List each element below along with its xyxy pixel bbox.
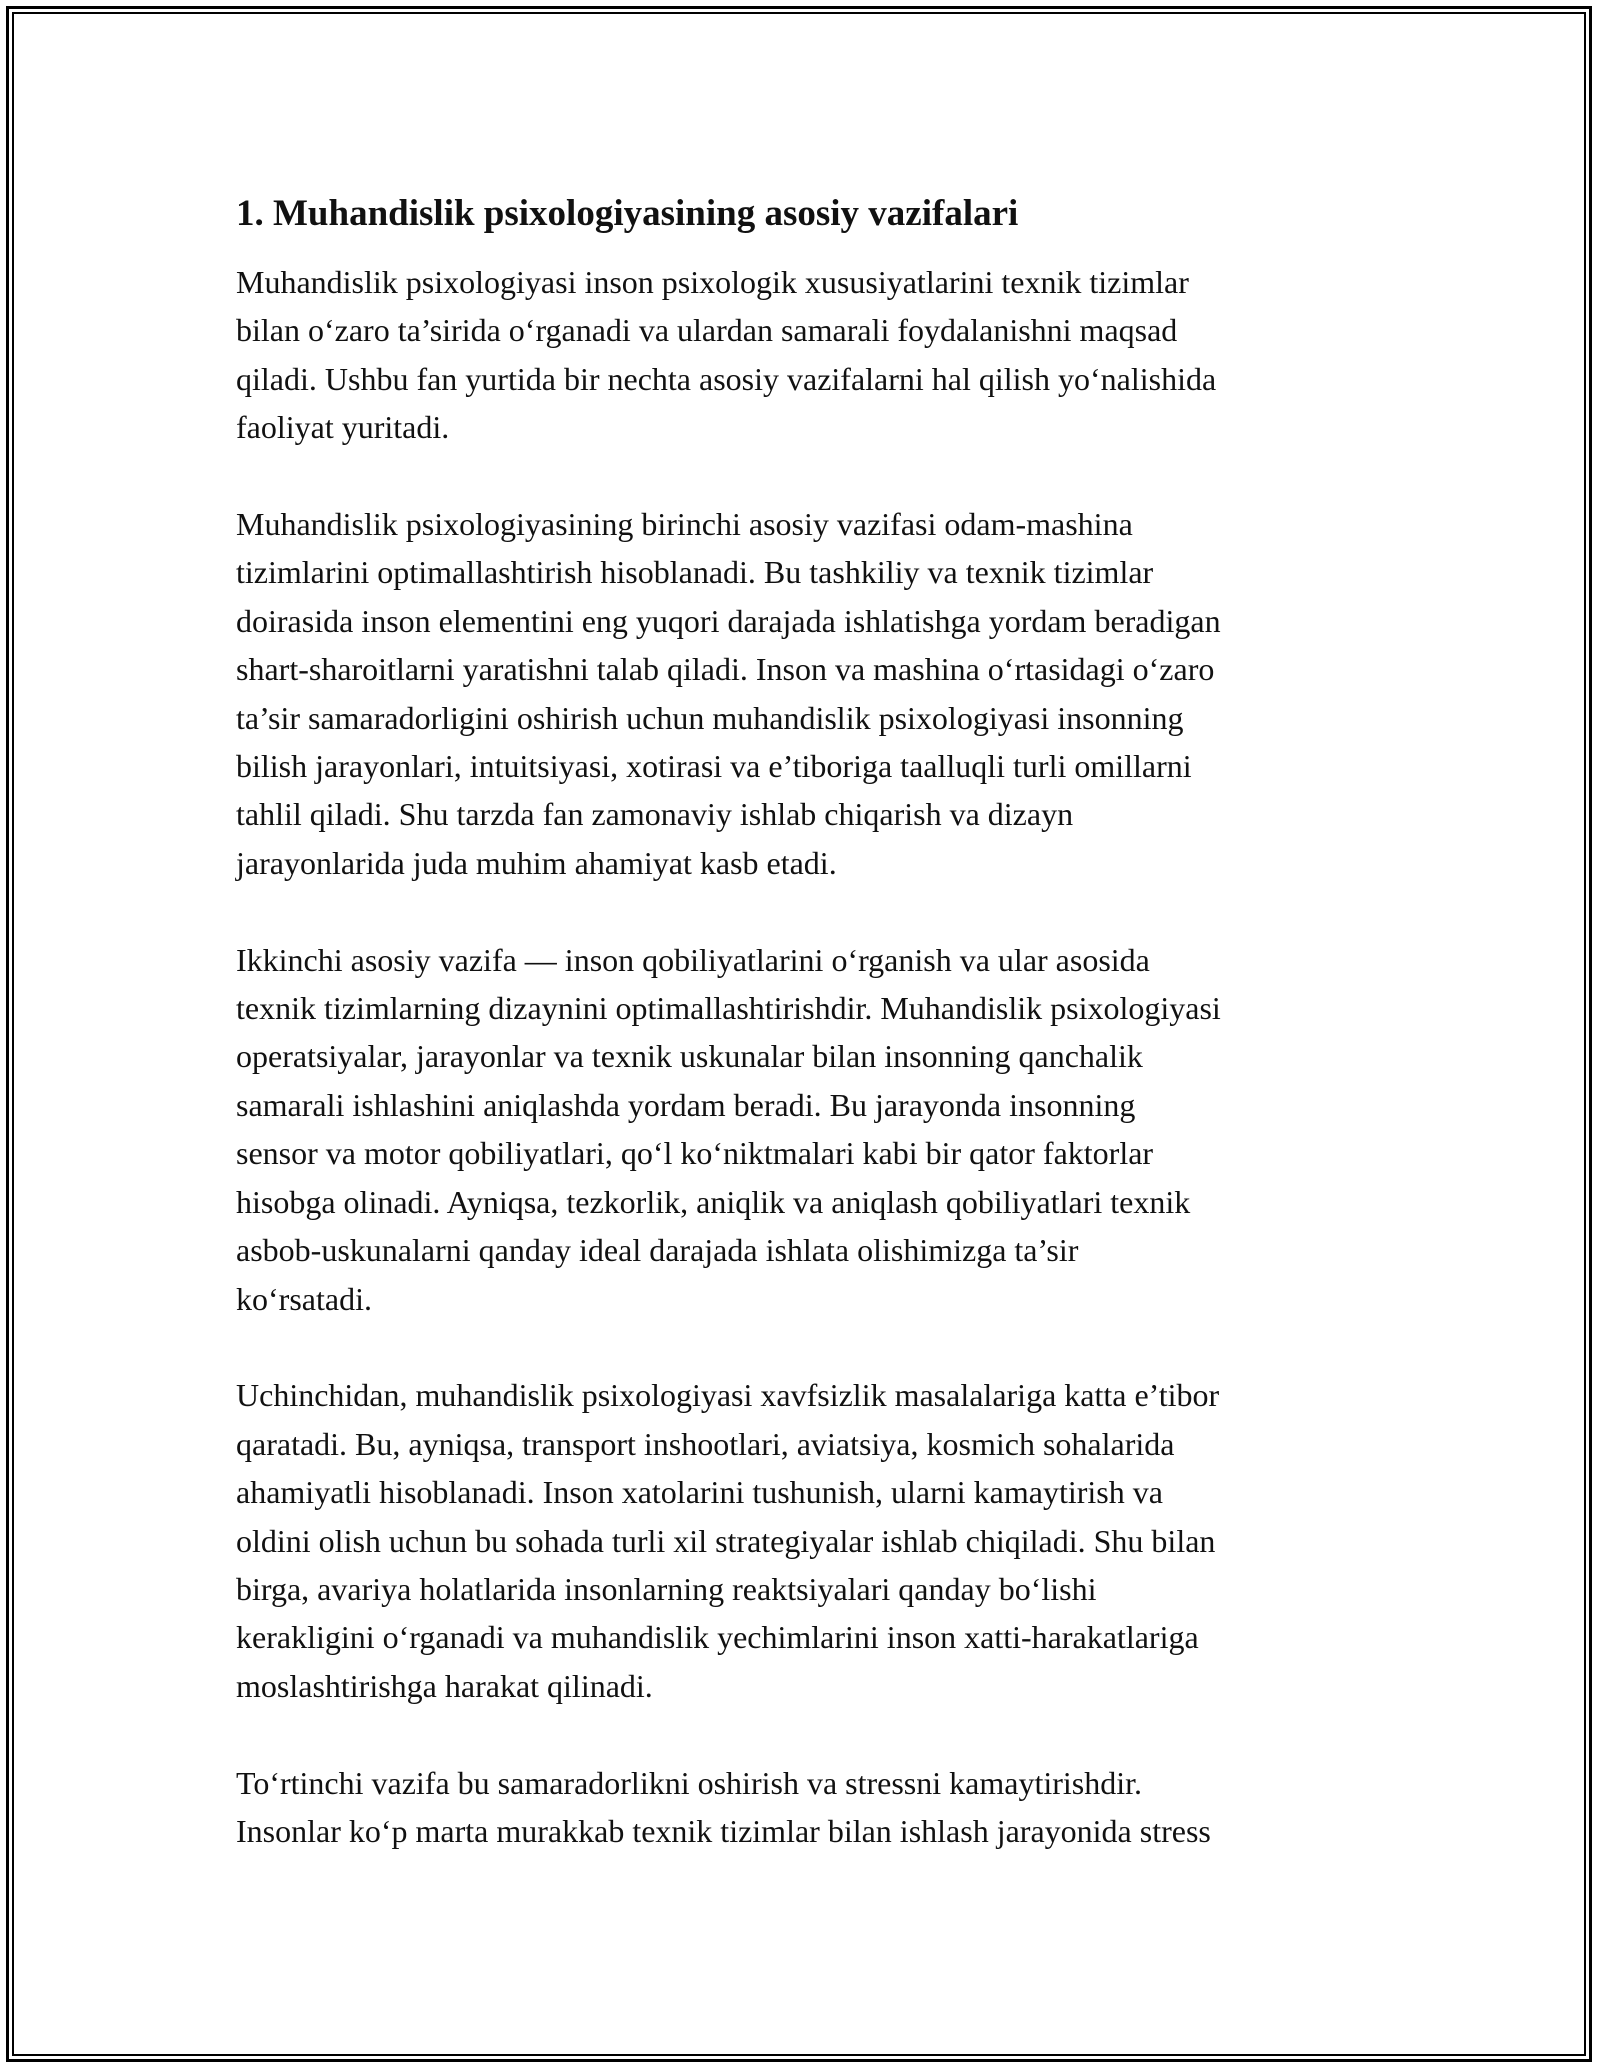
paragraph: [236, 936, 1386, 1323]
document-body: [236, 180, 1386, 1855]
text-line: shart-sharoitlarni yaratishni talab qiladi. Inson va mashina o‘rtasidagi o‘zaro: [236, 651, 1215, 688]
text-line: bilan o‘zaro ta’sirida o‘rganadi va ulardan samarali foydalanishni maqsad: [236, 312, 1178, 349]
text-line: faoliyat yuritadi.: [236, 409, 450, 446]
text-line: ahamiyatli hisoblanadi. Inson xatolarini tushunish, ularni kamaytirish va: [236, 1474, 1163, 1511]
text-line: tahlil qiladi. Shu tarzda fan zamonaviy ishlab chiqarish va dizayn: [236, 796, 1074, 833]
text-line: Ikkinchi asosiy vazifa — inson qobiliyatlarini o‘rganish va ular asosida: [236, 941, 1150, 978]
text-line: Muhandislik psixologiyasining birinchi asosiy vazifasi odam-mashina: [236, 506, 1133, 543]
text-line: ko‘rsatadi.: [236, 1280, 372, 1317]
text-line: texnik tizimlarning dizaynini optimallashtirishdir. Muhandislik psixologiyasi: [236, 990, 1221, 1027]
text-line: birga, avariya holatlarida insonlarning reaktsiyalari qanday bo‘lishi: [236, 1570, 1097, 1607]
paragraph-spacer: [236, 1323, 1386, 1371]
text-line: Insonlar ko‘p marta murakkab texnik tizimlar bilan ishlash jarayonida stress: [236, 1812, 1211, 1849]
text-line: ta’sir samaradorligini oshirish uchun muhandislik psixologiyasi insonning: [236, 699, 1184, 736]
paragraph: [236, 258, 1386, 452]
paragraphs-container: [236, 258, 1386, 1855]
text-line: oldini olish uchun bu sohada turli xil strategiyalar ishlab chiqiladi. Shu bilan: [236, 1522, 1216, 1559]
text-line: Muhandislik psixologiyasi inson psixologik xususiyatlarini texnik tizimlar: [236, 264, 1189, 300]
paragraph-spacer: [236, 887, 1386, 935]
text-line: kerakligini o‘rganadi va muhandislik yechimlarini inson xatti-harakatlariga: [236, 1619, 1199, 1656]
paragraph-spacer: [236, 1710, 1386, 1758]
text-line: Uchinchidan, muhandislik psixologiyasi xavfsizlik masalalariga katta e’tibor: [236, 1377, 1220, 1414]
text-line: qiladi. Ushbu fan yurtida bir nechta asosiy vazifalarni hal qilish yo‘nalishida: [236, 360, 1217, 397]
text-line: samarali ishlashini aniqlashda yordam beradi. Bu jarayonda insonning: [236, 1086, 1136, 1123]
paragraph-spacer: [236, 452, 1386, 500]
text-line: sensor va motor qobiliyatlari, qo‘l ko‘niktmalari kabi bir qator faktorlar: [236, 1135, 1154, 1172]
paragraph: [236, 1759, 1386, 1856]
text-line: qaratadi. Bu, ayniqsa, transport inshootlari, aviatsiya, kosmich sohalarida: [236, 1425, 1175, 1462]
text-line: moslashtirishga harakat qilinadi.: [236, 1667, 653, 1704]
paragraph: [236, 1371, 1386, 1710]
text-line: asbob-uskunalarni qanday ideal darajada ishlata olishimizga ta’sir: [236, 1232, 1079, 1269]
text-line: To‘rtinchi vazifa bu samaradorlikni oshirish va stressni kamaytirishdir.: [236, 1764, 1142, 1801]
paragraph: [236, 500, 1386, 887]
text-line: doirasida inson elementini eng yuqori darajada ishlatishga yordam beradigan: [236, 602, 1221, 639]
text-line: operatsiyalar, jarayonlar va texnik uskunalar bilan insonning qanchalik: [236, 1038, 1143, 1075]
text-line: bilish jarayonlari, intuitsiyasi, xotirasi va e’tiboriga taalluqli turli omillarni: [236, 748, 1192, 785]
section-title: 1. Muhandislik psixologiyasining asosiy vazifalari: [236, 193, 1019, 234]
text-line: tizimlarini optimallashtirish hisoblanadi. Bu tashkiliy va texnik tizimlar: [236, 554, 1154, 591]
text-line: jarayonlarida juda muhim ahamiyat kasb etadi.: [236, 844, 837, 881]
text-line: hisobga olinadi. Ayniqsa, tezkorlik, aniqlik va aniqlash qobiliyatlari texnik: [236, 1183, 1191, 1220]
